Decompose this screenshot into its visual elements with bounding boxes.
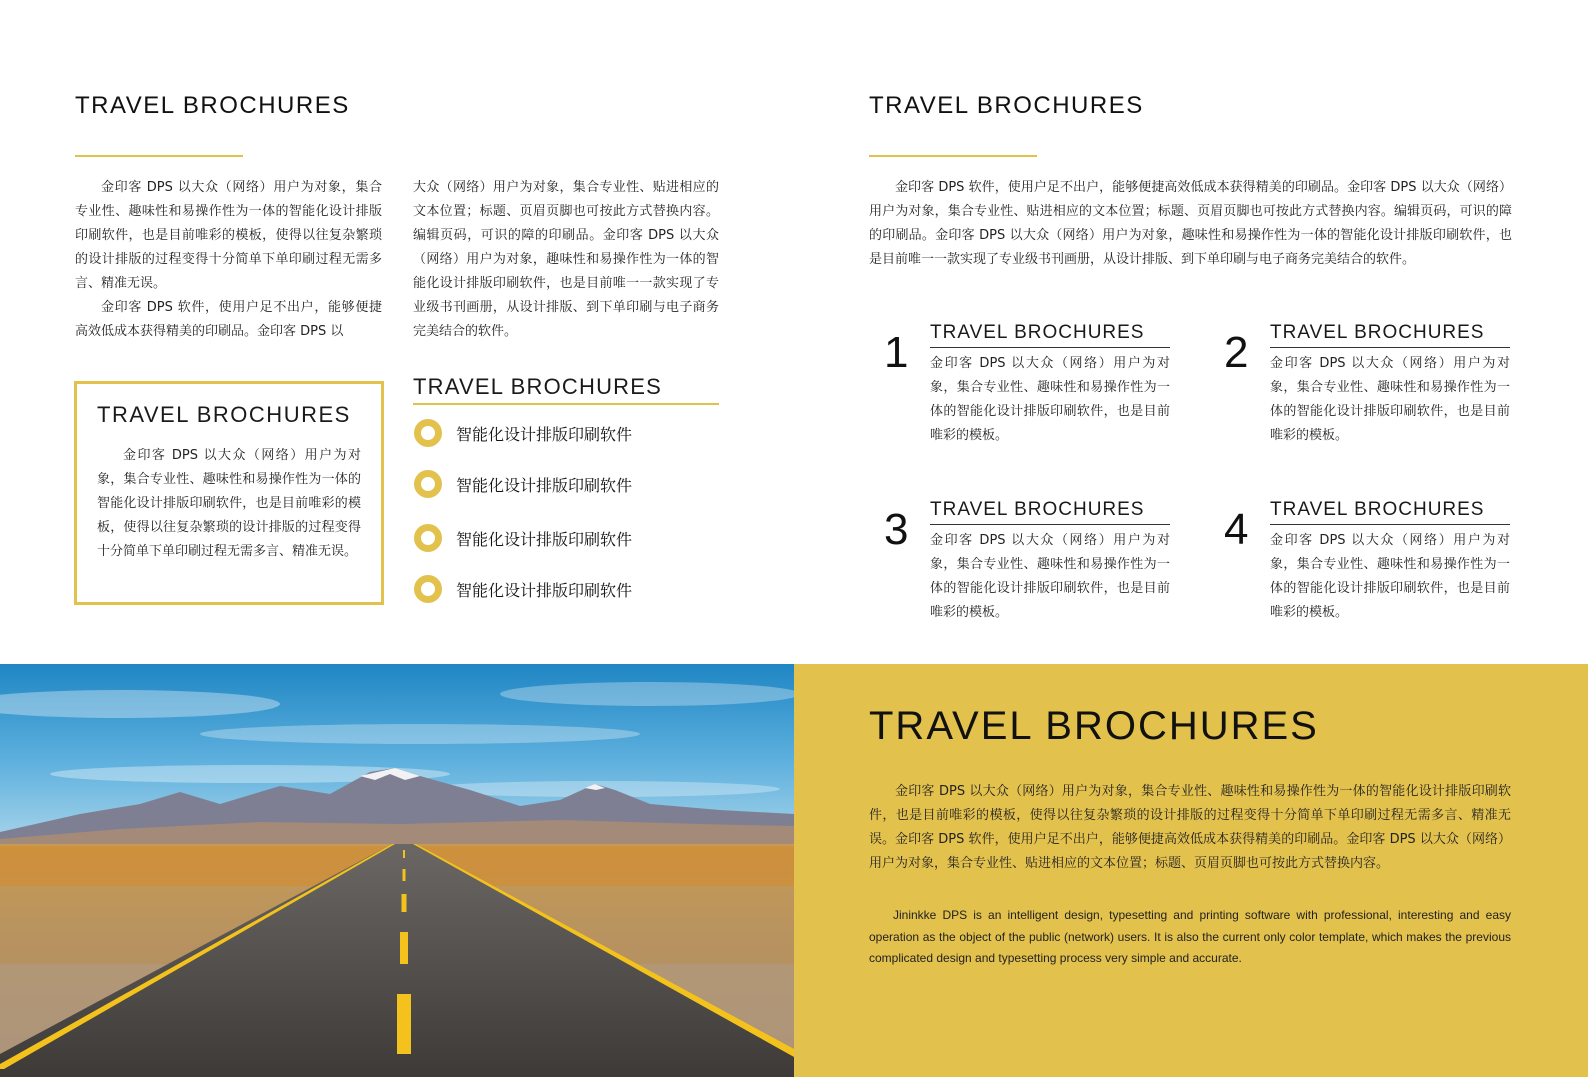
- block-title: TRAVEL BROCHURES: [1270, 322, 1485, 343]
- feature-label: 智能化设计排版印刷软件: [456, 580, 633, 600]
- block-rule: [1270, 524, 1510, 525]
- block-rule: [930, 347, 1170, 348]
- feature-item: [414, 470, 632, 498]
- feature-label: 智能化设计排版印刷软件: [456, 475, 633, 495]
- right-intro-para: 金印客 DPS 软件，使用户足不出户，能够便捷高效低成本获得精美的印刷品。金印客 DPS 以大众（网络）用户为对象，集合专业性、贴进相应的文本位置；标题、页眉页脚也可按此方式替换内容。编辑页码，可识的障的印刷品。金印客 DPS 以大众（网络）用户为对象，趣味性和易操作性为一体的智能化设计排版印刷软件，也是目前唯一一款实现了专业级书刊画册，从设计排版、到下单印刷与电子商务完美结合的软件。: [869, 180, 1512, 267]
- block-title: TRAVEL BROCHURES: [930, 499, 1145, 520]
- block-text: 金印客 DPS 以大众（网络）用户为对象，集合专业性、趣味性和易操作性为一体的智能化设计排版印刷软件，也是目前唯彩的模板。: [1270, 356, 1510, 443]
- panel-title: TRAVEL BROCHURES: [869, 704, 1319, 748]
- right-intro-text: [869, 176, 1512, 272]
- feature-item: [414, 575, 632, 603]
- block-number: 1: [884, 328, 909, 377]
- feature-item: [414, 419, 632, 447]
- block-number: 3: [884, 505, 909, 554]
- panel-english-text: Jininkke DPS is an intelligent design, typesetting and printing software with professional, interesting and easy operation as the object of the public (network) users. It is also the current only color template, which makes the previous complicated design and typesetting process very simple and accurate.: [869, 908, 1511, 965]
- ring-bullet-icon: [414, 419, 442, 447]
- left-col2-para1: 大众（网络）用户为对象，集合专业性、贴进相应的文本位置；标题、页眉页脚也可按此方式替换内容。编辑页码，可识的障的印刷品。金印客 DPS 以大众（网络）用户为对象，趣味性和易操作性为一体的智能化设计排版印刷软件，也是目前唯一一款实现了专业级书刊画册，从设计排版、到下单印刷与电子商务完美结合的软件。: [413, 180, 719, 339]
- feature-label: 智能化设计排版印刷软件: [456, 529, 633, 549]
- left-col1-text: [75, 176, 382, 344]
- feature-label: 智能化设计排版印刷软件: [456, 424, 633, 444]
- feature-item: [414, 524, 632, 552]
- block-rule: [1270, 347, 1510, 348]
- yellow-text-panel: [794, 664, 1588, 1077]
- ring-bullet-icon: [414, 575, 442, 603]
- highlight-box-text: 金印客 DPS 以大众（网络）用户为对象，集合专业性、趣味性和易操作性为一体的智能化设计排版印刷软件，也是目前唯彩的模板，使得以往复杂繁琐的设计排版的过程变得十分简单下单印刷过程无需多言、精准无误。: [97, 448, 361, 559]
- desert-road-photo: [0, 664, 794, 1077]
- block-text: 金印客 DPS 以大众（网络）用户为对象，集合专业性、趣味性和易操作性为一体的智能化设计排版印刷软件，也是目前唯彩的模板。: [1270, 533, 1510, 620]
- ring-bullet-icon: [414, 524, 442, 552]
- features-rule: [413, 403, 719, 405]
- ring-bullet-icon: [414, 470, 442, 498]
- left-page-title: TRAVEL BROCHURES: [75, 92, 350, 119]
- left-col2-text: [413, 176, 719, 344]
- right-title-rule: [869, 155, 1037, 157]
- desert-road-illustration: [0, 664, 794, 1077]
- left-col1-para2: 金印客 DPS 软件，使用户足不出户，能够便捷高效低成本获得精美的印刷品。金印客 DPS 以: [75, 300, 382, 339]
- left-col1-para1: 金印客 DPS 以大众（网络）用户为对象，集合专业性、趣味性和易操作性为一体的智能化设计排版印刷软件，也是目前唯彩的模板，使得以往复杂繁琐的设计排版的过程变得十分简单下单印刷过程无需多言、精准无误。: [75, 180, 382, 291]
- features-title: TRAVEL BROCHURES: [413, 374, 663, 399]
- block-title: TRAVEL BROCHURES: [930, 322, 1145, 343]
- block-number: 4: [1224, 505, 1249, 554]
- block-text: 金印客 DPS 以大众（网络）用户为对象，集合专业性、趣味性和易操作性为一体的智能化设计排版印刷软件，也是目前唯彩的模板。: [930, 533, 1170, 620]
- block-rule: [930, 524, 1170, 525]
- right-page-title: TRAVEL BROCHURES: [869, 92, 1144, 119]
- numbered-block-4: [1224, 499, 1514, 629]
- highlight-box-title: TRAVEL BROCHURES: [97, 402, 351, 427]
- block-title: TRAVEL BROCHURES: [1270, 499, 1485, 520]
- highlight-box: [74, 381, 384, 605]
- block-number: 2: [1224, 328, 1249, 377]
- numbered-block-2: [1224, 322, 1514, 452]
- numbered-block-1: [884, 322, 1174, 452]
- numbered-block-3: [884, 499, 1174, 629]
- panel-chinese-text: 金印客 DPS 以大众（网络）用户为对象，集合专业性、趣味性和易操作性为一体的智能化设计排版印刷软件，也是目前唯彩的模板，使得以往复杂繁琐的设计排版的过程变得十分简单下单印刷过程无需多言、精准无误。金印客 DPS 软件，使用户足不出户，能够便捷高效低成本获得精美的印刷品。金印客 DPS 以大众（网络）用户为对象，集合专业性、贴进相应的文本位置；标题、页眉页脚也可按此方式替换内容。: [869, 784, 1511, 871]
- left-title-rule: [75, 155, 243, 157]
- block-text: 金印客 DPS 以大众（网络）用户为对象，集合专业性、趣味性和易操作性为一体的智能化设计排版印刷软件，也是目前唯彩的模板。: [930, 356, 1170, 443]
